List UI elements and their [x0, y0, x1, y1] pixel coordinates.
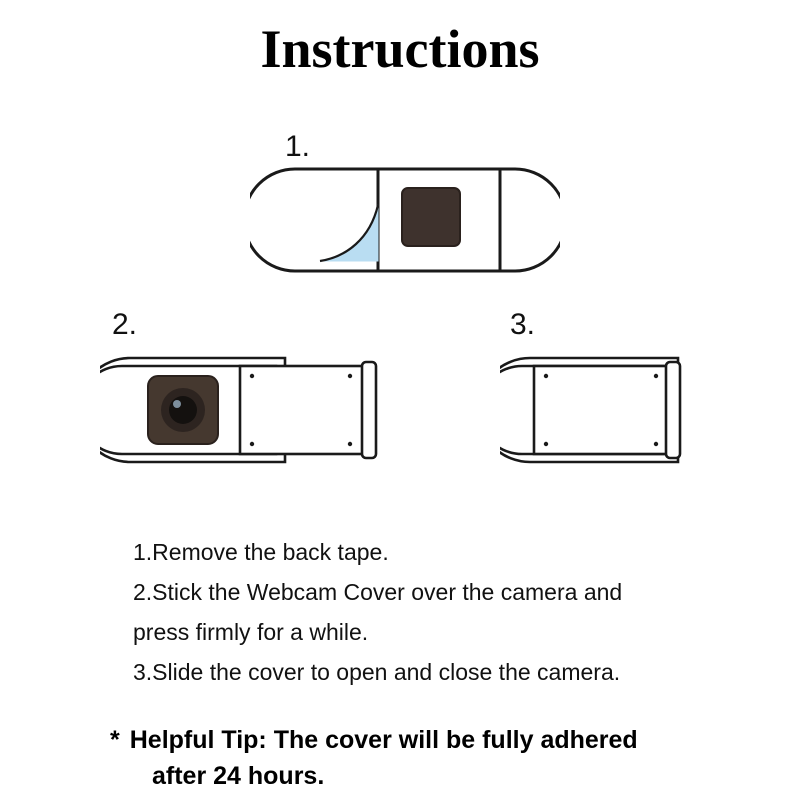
figure-step-1 — [250, 165, 560, 280]
lens-window — [402, 188, 460, 246]
cover-slider-tab — [362, 362, 376, 458]
cover-slider — [240, 366, 372, 454]
figure-step-2 — [100, 340, 400, 485]
helpful-tip-text: Helpful Tip: The cover will be fully adhered — [129, 726, 638, 754]
cover-slider-tab — [666, 362, 680, 458]
screw-dot — [250, 442, 254, 446]
instruction-line-3: 3.Slide the cover to open and close the camera. — [133, 659, 621, 685]
helpful-tip-line-2: after 24 hours. — [152, 762, 325, 790]
step-number-2: 2. — [112, 308, 138, 341]
helpful-tip-line-1 — [110, 722, 770, 758]
helpful-tip — [110, 722, 770, 794]
page-title: Instructions — [260, 19, 540, 79]
camera-lens-glint — [173, 400, 181, 408]
screw-dot — [348, 442, 352, 446]
instruction-line-2-continued: press firmly for a while. — [133, 619, 369, 645]
cover-slider — [534, 366, 670, 454]
screw-dot — [348, 374, 352, 378]
figure-step-3 — [500, 340, 720, 485]
asterisk-icon: * — [110, 726, 120, 754]
instruction-line-2: 2.Stick the Webcam Cover over the camera and — [133, 579, 623, 605]
screw-dot — [654, 374, 658, 378]
step-number-1: 1. — [285, 130, 311, 163]
screw-dot — [654, 442, 658, 446]
screw-dot — [250, 374, 254, 378]
step-number-3: 3. — [510, 308, 536, 341]
screw-dot — [544, 374, 548, 378]
screw-dot — [544, 442, 548, 446]
instructions-list — [133, 532, 733, 692]
instruction-line-1: 1.Remove the back tape. — [133, 539, 389, 565]
camera-lens-inner — [169, 396, 197, 424]
